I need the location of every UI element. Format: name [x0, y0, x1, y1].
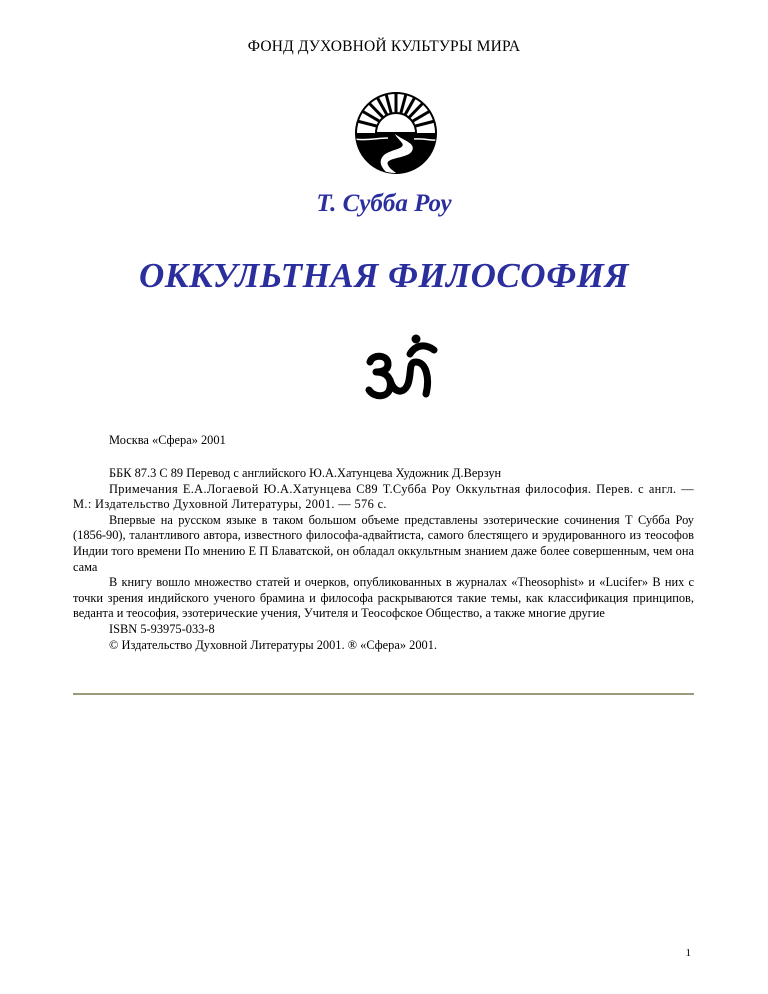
divider	[73, 693, 694, 695]
annotation-paragraph: В книгу вошло множество статей и очерков, опубликованных в журналах «Theosophist» и «Lucifer» В них с точки зрения индийского ученого брамина и философа раскрываются такие темы, как классификация принципов, веданта и теософия, эзотерические учения, Учителя и Теософское Общество, а также многие другие	[73, 575, 694, 621]
imprint-block	[73, 466, 694, 653]
place-year: Москва «Сфера» 2001	[109, 433, 226, 447]
publisher-name: ФОНД ДУХОВНОЙ КУЛЬТУРЫ МИРА	[247, 38, 521, 55]
imprint-place-year	[73, 433, 694, 449]
annotation-paragraph: Впервые на русском языке в таком большом объеме представлены эзотерические сочинения Т Субба Роу (1856-90), талантливого автора, известного философа-адвайтиста, самого блестящего и эрудированного из теософов Индии того времени По мнению Е П Блаватской, он обладал оккультным знанием даже более совершенным, чем она сама	[73, 512, 694, 574]
rising-sun-road-emblem-icon	[354, 91, 438, 175]
book-title: ОККУЛЬТНАЯ ФИЛОСОФИЯ	[138, 256, 629, 295]
isbn: ISBN 5-93975-033-8	[109, 621, 215, 636]
author-name: Т. Субба Роу	[316, 190, 452, 217]
om-symbol-icon	[364, 332, 440, 404]
notes-line: Примечания Е.А.Логаевой Ю.А.Хатунцева С89 Т.Субба Роу Оккультная философия. Перев. с англ. — М.: Издательство Духовной Литературы, 2001. — 576 с.	[73, 481, 694, 512]
bbk-line: ББК 87.3 С 89 Перевод с английского Ю.А.Хатунцева Художник Д.Верзун	[109, 466, 502, 480]
copyright: © Издательство Духовной Литературы 2001. ® «Сфера» 2001.	[109, 637, 438, 652]
page-number: 1	[685, 947, 691, 959]
